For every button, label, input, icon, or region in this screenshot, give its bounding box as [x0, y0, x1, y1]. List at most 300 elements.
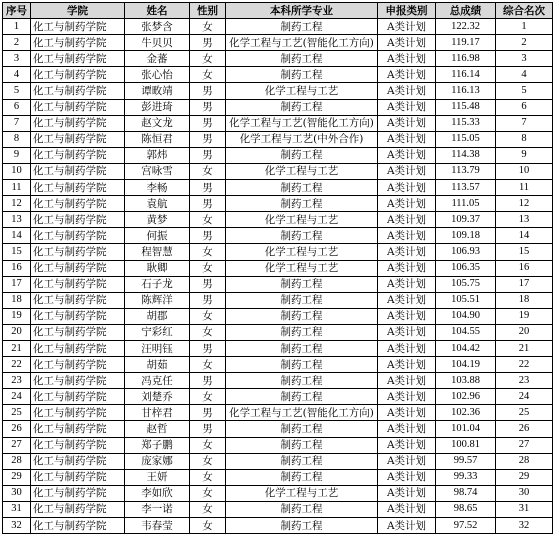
- cell-major: 制药工程: [226, 51, 378, 67]
- cell-rank: 21: [496, 340, 553, 356]
- cell-total-score: 116.14: [436, 67, 496, 83]
- cell-total-score: 100.81: [436, 437, 496, 453]
- cell-gender: 女: [190, 485, 226, 501]
- cell-rank: 16: [496, 260, 553, 276]
- cell-major: 制药工程: [226, 147, 378, 163]
- cell-index: 2: [3, 35, 31, 51]
- cell-college: 化工与制药学院: [31, 196, 125, 212]
- cell-category: A类计划: [378, 453, 436, 469]
- cell-rank: 24: [496, 389, 553, 405]
- cell-index: 15: [3, 244, 31, 260]
- cell-college: 化工与制药学院: [31, 99, 125, 115]
- header-rank: 综合名次: [496, 3, 553, 19]
- cell-gender: 男: [190, 292, 226, 308]
- cell-college: 化工与制药学院: [31, 485, 125, 501]
- cell-total-score: 114.38: [436, 147, 496, 163]
- cell-college: 化工与制药学院: [31, 292, 125, 308]
- cell-college: 化工与制药学院: [31, 51, 125, 67]
- cell-rank: 18: [496, 292, 553, 308]
- cell-major: 化学工程与工艺(中外合作): [226, 131, 378, 147]
- cell-gender: 男: [190, 228, 226, 244]
- table-row: [3, 67, 553, 83]
- cell-index: 3: [3, 51, 31, 67]
- cell-category: A类计划: [378, 308, 436, 324]
- cell-category: A类计划: [378, 485, 436, 501]
- cell-gender: 男: [190, 35, 226, 51]
- table-row: [3, 35, 553, 51]
- cell-index: 25: [3, 405, 31, 421]
- cell-category: A类计划: [378, 437, 436, 453]
- cell-index: 14: [3, 228, 31, 244]
- table-row: [3, 501, 553, 517]
- cell-index: 29: [3, 469, 31, 485]
- table-row: [3, 437, 553, 453]
- cell-index: 30: [3, 485, 31, 501]
- cell-major: 制药工程: [226, 19, 378, 35]
- cell-name: 宫咏雪: [125, 163, 190, 179]
- cell-major: 制药工程: [226, 469, 378, 485]
- cell-total-score: 99.33: [436, 469, 496, 485]
- cell-gender: 女: [190, 501, 226, 517]
- table-row: [3, 260, 553, 276]
- cell-gender: 男: [190, 147, 226, 163]
- cell-gender: 男: [190, 83, 226, 99]
- cell-college: 化工与制药学院: [31, 340, 125, 356]
- cell-index: 7: [3, 115, 31, 131]
- cell-total-score: 109.37: [436, 212, 496, 228]
- cell-gender: 女: [190, 389, 226, 405]
- cell-name: 李畅: [125, 180, 190, 196]
- table-row: [3, 99, 553, 115]
- cell-category: A类计划: [378, 115, 436, 131]
- cell-name: 张心怡: [125, 67, 190, 83]
- cell-major: 制药工程: [226, 453, 378, 469]
- table-row: [3, 19, 553, 35]
- cell-category: A类计划: [378, 324, 436, 340]
- cell-index: 22: [3, 357, 31, 373]
- cell-category: A类计划: [378, 357, 436, 373]
- cell-major: 化学工程与工艺: [226, 212, 378, 228]
- cell-index: 21: [3, 340, 31, 356]
- cell-college: 化工与制药学院: [31, 308, 125, 324]
- cell-total-score: 113.57: [436, 180, 496, 196]
- cell-college: 化工与制药学院: [31, 389, 125, 405]
- header-major: 本科所学专业: [226, 3, 378, 19]
- cell-gender: 男: [190, 196, 226, 212]
- cell-college: 化工与制药学院: [31, 421, 125, 437]
- table-row: [3, 147, 553, 163]
- header-total-score: 总成绩: [436, 3, 496, 19]
- cell-gender: 女: [190, 51, 226, 67]
- cell-major: 制药工程: [226, 340, 378, 356]
- table-row: [3, 308, 553, 324]
- cell-index: 18: [3, 292, 31, 308]
- table-row: [3, 324, 553, 340]
- cell-major: 制药工程: [226, 292, 378, 308]
- cell-major: 制药工程: [226, 99, 378, 115]
- cell-total-score: 115.48: [436, 99, 496, 115]
- cell-gender: 男: [190, 99, 226, 115]
- cell-name: 彭进琦: [125, 99, 190, 115]
- cell-category: A类计划: [378, 276, 436, 292]
- cell-rank: 5: [496, 83, 553, 99]
- cell-category: A类计划: [378, 212, 436, 228]
- header-name: 姓名: [125, 3, 190, 19]
- cell-name: 刘楚乔: [125, 389, 190, 405]
- table-row: [3, 115, 553, 131]
- cell-name: 谭畋靖: [125, 83, 190, 99]
- table-row: [3, 244, 553, 260]
- cell-gender: 女: [190, 212, 226, 228]
- cell-total-score: 116.98: [436, 51, 496, 67]
- cell-category: A类计划: [378, 147, 436, 163]
- cell-college: 化工与制药学院: [31, 180, 125, 196]
- cell-name: 汪明钰: [125, 340, 190, 356]
- cell-college: 化工与制药学院: [31, 469, 125, 485]
- table-row: [3, 83, 553, 99]
- cell-gender: 女: [190, 163, 226, 179]
- cell-index: 23: [3, 373, 31, 389]
- cell-total-score: 116.13: [436, 83, 496, 99]
- cell-category: A类计划: [378, 67, 436, 83]
- cell-name: 黄梦: [125, 212, 190, 228]
- cell-college: 化工与制药学院: [31, 518, 125, 534]
- cell-total-score: 104.19: [436, 357, 496, 373]
- cell-rank: 10: [496, 163, 553, 179]
- cell-rank: 9: [496, 147, 553, 163]
- cell-major: 化学工程与工艺(智能化工方向): [226, 35, 378, 51]
- cell-total-score: 98.65: [436, 501, 496, 517]
- cell-major: 制药工程: [226, 501, 378, 517]
- table-row: [3, 51, 553, 67]
- cell-rank: 29: [496, 469, 553, 485]
- header-college: 学院: [31, 3, 125, 19]
- cell-rank: 20: [496, 324, 553, 340]
- header-category: 申报类别: [378, 3, 436, 19]
- cell-category: A类计划: [378, 19, 436, 35]
- cell-index: 8: [3, 131, 31, 147]
- cell-category: A类计划: [378, 373, 436, 389]
- cell-rank: 2: [496, 35, 553, 51]
- cell-gender: 男: [190, 115, 226, 131]
- cell-total-score: 119.17: [436, 35, 496, 51]
- cell-rank: 22: [496, 357, 553, 373]
- cell-name: 何振: [125, 228, 190, 244]
- cell-category: A类计划: [378, 83, 436, 99]
- cell-gender: 男: [190, 180, 226, 196]
- cell-college: 化工与制药学院: [31, 212, 125, 228]
- table-row: [3, 421, 553, 437]
- cell-college: 化工与制药学院: [31, 131, 125, 147]
- cell-rank: 8: [496, 131, 553, 147]
- cell-college: 化工与制药学院: [31, 115, 125, 131]
- cell-name: 王妍: [125, 469, 190, 485]
- cell-rank: 12: [496, 196, 553, 212]
- cell-total-score: 99.57: [436, 453, 496, 469]
- cell-major: 制药工程: [226, 67, 378, 83]
- cell-category: A类计划: [378, 469, 436, 485]
- cell-category: A类计划: [378, 163, 436, 179]
- cell-index: 19: [3, 308, 31, 324]
- cell-total-score: 115.33: [436, 115, 496, 131]
- cell-name: 金蕃: [125, 51, 190, 67]
- cell-total-score: 106.93: [436, 244, 496, 260]
- cell-major: 制药工程: [226, 357, 378, 373]
- cell-major: 制药工程: [226, 228, 378, 244]
- score-table-container: [2, 2, 553, 534]
- cell-name: 赵文龙: [125, 115, 190, 131]
- cell-total-score: 122.32: [436, 19, 496, 35]
- cell-college: 化工与制药学院: [31, 437, 125, 453]
- cell-name: 李一诺: [125, 501, 190, 517]
- cell-name: 庞家娜: [125, 453, 190, 469]
- cell-gender: 男: [190, 131, 226, 147]
- cell-name: 石子龙: [125, 276, 190, 292]
- cell-category: A类计划: [378, 389, 436, 405]
- cell-rank: 13: [496, 212, 553, 228]
- table-row: [3, 196, 553, 212]
- cell-index: 5: [3, 83, 31, 99]
- cell-category: A类计划: [378, 35, 436, 51]
- cell-college: 化工与制药学院: [31, 260, 125, 276]
- cell-rank: 23: [496, 373, 553, 389]
- table-row: [3, 228, 553, 244]
- cell-college: 化工与制药学院: [31, 244, 125, 260]
- table-body: [3, 19, 553, 534]
- cell-college: 化工与制药学院: [31, 19, 125, 35]
- cell-name: 袁航: [125, 196, 190, 212]
- cell-name: 胡郡: [125, 308, 190, 324]
- cell-major: 制药工程: [226, 196, 378, 212]
- cell-gender: 男: [190, 373, 226, 389]
- cell-category: A类计划: [378, 421, 436, 437]
- cell-rank: 15: [496, 244, 553, 260]
- cell-index: 31: [3, 501, 31, 517]
- header-index: 序号: [3, 3, 31, 19]
- cell-rank: 30: [496, 485, 553, 501]
- cell-total-score: 111.05: [436, 196, 496, 212]
- cell-college: 化工与制药学院: [31, 405, 125, 421]
- cell-gender: 女: [190, 453, 226, 469]
- cell-index: 6: [3, 99, 31, 115]
- cell-category: A类计划: [378, 244, 436, 260]
- cell-name: 郭炜: [125, 147, 190, 163]
- cell-name: 甘梓君: [125, 405, 190, 421]
- cell-college: 化工与制药学院: [31, 163, 125, 179]
- cell-major: 化学工程与工艺: [226, 260, 378, 276]
- cell-category: A类计划: [378, 501, 436, 517]
- table-row: [3, 373, 553, 389]
- cell-rank: 28: [496, 453, 553, 469]
- cell-rank: 19: [496, 308, 553, 324]
- cell-category: A类计划: [378, 260, 436, 276]
- cell-category: A类计划: [378, 228, 436, 244]
- cell-rank: 6: [496, 99, 553, 115]
- cell-rank: 11: [496, 180, 553, 196]
- cell-index: 20: [3, 324, 31, 340]
- cell-rank: 31: [496, 501, 553, 517]
- cell-rank: 25: [496, 405, 553, 421]
- cell-name: 赵哲: [125, 421, 190, 437]
- cell-college: 化工与制药学院: [31, 35, 125, 51]
- cell-college: 化工与制药学院: [31, 276, 125, 292]
- table-row: [3, 405, 553, 421]
- cell-index: 28: [3, 453, 31, 469]
- cell-total-score: 97.52: [436, 518, 496, 534]
- cell-index: 12: [3, 196, 31, 212]
- header-row: [3, 3, 553, 19]
- cell-category: A类计划: [378, 180, 436, 196]
- cell-gender: 女: [190, 437, 226, 453]
- cell-rank: 4: [496, 67, 553, 83]
- cell-college: 化工与制药学院: [31, 67, 125, 83]
- cell-major: 制药工程: [226, 373, 378, 389]
- cell-major: 化学工程与工艺(智能化工方向): [226, 115, 378, 131]
- cell-gender: 女: [190, 469, 226, 485]
- cell-major: 制药工程: [226, 324, 378, 340]
- cell-index: 1: [3, 19, 31, 35]
- cell-index: 32: [3, 518, 31, 534]
- cell-index: 13: [3, 212, 31, 228]
- cell-name: 陈辉洋: [125, 292, 190, 308]
- cell-name: 李如欣: [125, 485, 190, 501]
- cell-college: 化工与制药学院: [31, 228, 125, 244]
- cell-major: 制药工程: [226, 421, 378, 437]
- cell-rank: 27: [496, 437, 553, 453]
- cell-index: 17: [3, 276, 31, 292]
- cell-major: 制药工程: [226, 180, 378, 196]
- cell-name: 张梦含: [125, 19, 190, 35]
- cell-total-score: 109.18: [436, 228, 496, 244]
- cell-gender: 女: [190, 67, 226, 83]
- cell-name: 韦春莹: [125, 518, 190, 534]
- cell-college: 化工与制药学院: [31, 83, 125, 99]
- cell-major: 化学工程与工艺: [226, 163, 378, 179]
- cell-total-score: 101.04: [436, 421, 496, 437]
- cell-total-score: 102.36: [436, 405, 496, 421]
- cell-gender: 女: [190, 19, 226, 35]
- cell-college: 化工与制药学院: [31, 357, 125, 373]
- cell-index: 11: [3, 180, 31, 196]
- cell-name: 牛贝贝: [125, 35, 190, 51]
- cell-rank: 14: [496, 228, 553, 244]
- table-row: [3, 469, 553, 485]
- cell-rank: 3: [496, 51, 553, 67]
- cell-gender: 女: [190, 518, 226, 534]
- cell-total-score: 106.35: [436, 260, 496, 276]
- table-row: [3, 212, 553, 228]
- cell-index: 26: [3, 421, 31, 437]
- cell-rank: 17: [496, 276, 553, 292]
- cell-gender: 男: [190, 340, 226, 356]
- cell-name: 耿卿: [125, 260, 190, 276]
- cell-rank: 32: [496, 518, 553, 534]
- cell-name: 程智慧: [125, 244, 190, 260]
- table-row: [3, 485, 553, 501]
- cell-category: A类计划: [378, 196, 436, 212]
- cell-major: 化学工程与工艺: [226, 485, 378, 501]
- cell-rank: 26: [496, 421, 553, 437]
- cell-total-score: 105.51: [436, 292, 496, 308]
- cell-name: 胡茹: [125, 357, 190, 373]
- cell-total-score: 113.79: [436, 163, 496, 179]
- cell-college: 化工与制药学院: [31, 453, 125, 469]
- cell-gender: 女: [190, 260, 226, 276]
- table-row: [3, 340, 553, 356]
- cell-major: 化学工程与工艺: [226, 83, 378, 99]
- table-row: [3, 292, 553, 308]
- cell-index: 9: [3, 147, 31, 163]
- cell-name: 郑子鹏: [125, 437, 190, 453]
- table-row: [3, 131, 553, 147]
- table-row: [3, 453, 553, 469]
- header-gender: 性别: [190, 3, 226, 19]
- cell-name: 陈恒君: [125, 131, 190, 147]
- cell-index: 16: [3, 260, 31, 276]
- cell-college: 化工与制药学院: [31, 373, 125, 389]
- cell-rank: 7: [496, 115, 553, 131]
- cell-major: 制药工程: [226, 389, 378, 405]
- cell-major: 制药工程: [226, 308, 378, 324]
- cell-major: 化学工程与工艺: [226, 244, 378, 260]
- cell-major: 化学工程与工艺(智能化工方向): [226, 405, 378, 421]
- table-row: [3, 276, 553, 292]
- cell-category: A类计划: [378, 131, 436, 147]
- cell-major: 制药工程: [226, 437, 378, 453]
- cell-rank: 1: [496, 19, 553, 35]
- cell-gender: 女: [190, 324, 226, 340]
- cell-total-score: 105.75: [436, 276, 496, 292]
- cell-category: A类计划: [378, 340, 436, 356]
- cell-index: 24: [3, 389, 31, 405]
- cell-category: A类计划: [378, 405, 436, 421]
- cell-index: 10: [3, 163, 31, 179]
- cell-college: 化工与制药学院: [31, 324, 125, 340]
- table-row: [3, 163, 553, 179]
- cell-total-score: 104.90: [436, 308, 496, 324]
- cell-category: A类计划: [378, 292, 436, 308]
- score-table: [2, 2, 553, 534]
- cell-category: A类计划: [378, 51, 436, 67]
- cell-total-score: 104.55: [436, 324, 496, 340]
- cell-gender: 女: [190, 244, 226, 260]
- table-row: [3, 357, 553, 373]
- cell-college: 化工与制药学院: [31, 147, 125, 163]
- cell-gender: 女: [190, 308, 226, 324]
- cell-name: 冯克任: [125, 373, 190, 389]
- table-row: [3, 180, 553, 196]
- cell-gender: 男: [190, 405, 226, 421]
- cell-total-score: 98.74: [436, 485, 496, 501]
- cell-total-score: 104.42: [436, 340, 496, 356]
- cell-name: 宁彩红: [125, 324, 190, 340]
- cell-gender: 男: [190, 276, 226, 292]
- cell-gender: 男: [190, 421, 226, 437]
- cell-category: A类计划: [378, 99, 436, 115]
- table-row: [3, 518, 553, 534]
- cell-total-score: 103.88: [436, 373, 496, 389]
- cell-total-score: 115.05: [436, 131, 496, 147]
- cell-gender: 女: [190, 357, 226, 373]
- cell-category: A类计划: [378, 518, 436, 534]
- cell-major: 制药工程: [226, 276, 378, 292]
- cell-index: 27: [3, 437, 31, 453]
- cell-total-score: 102.96: [436, 389, 496, 405]
- table-row: [3, 389, 553, 405]
- cell-major: 制药工程: [226, 518, 378, 534]
- cell-index: 4: [3, 67, 31, 83]
- cell-college: 化工与制药学院: [31, 501, 125, 517]
